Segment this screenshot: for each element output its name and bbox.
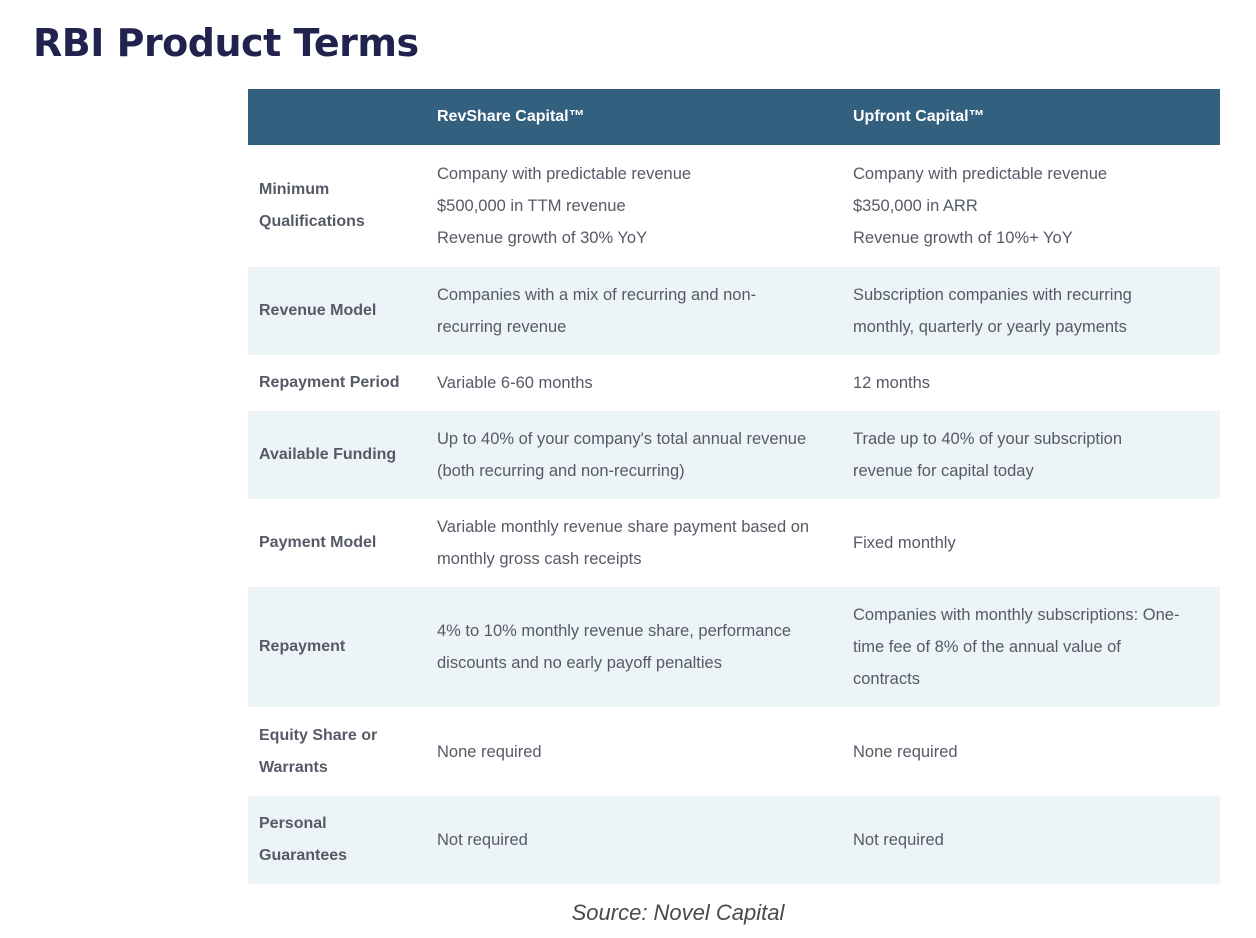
- row-label: Personal Guarantees: [259, 815, 348, 864]
- source-caption: Source: Novel Capital: [571, 900, 785, 925]
- upfront-cell: 12 months: [853, 374, 931, 392]
- upfront-cell: Trade up to 40% of your subscription revenue for capital today: [853, 430, 1123, 480]
- upfront-cell: [842, 145, 1220, 267]
- page-title: RBI Product Terms: [33, 21, 419, 65]
- upfront-cell: Fixed monthly: [853, 534, 956, 552]
- revshare-cell: Variable monthly revenue share payment based on monthly gross cash receipts: [437, 518, 810, 568]
- upfront-cell: Not required: [853, 831, 944, 849]
- header-upfront-capital: Upfront Capital™: [853, 108, 985, 125]
- table-row: [248, 355, 1220, 411]
- revshare-cell: None required: [437, 742, 542, 761]
- upfront-cell: Companies with monthly subscriptions: One-time fee of 8% of the annual value of contracts: [853, 606, 1180, 688]
- row-label: Available Funding: [259, 446, 397, 463]
- table-row: [248, 267, 1220, 355]
- table-row: [248, 587, 1220, 707]
- upfront-cell: Subscription companies with recurring monthly, quarterly or yearly payments: [853, 286, 1132, 336]
- upfront-cell: None required: [853, 742, 958, 761]
- table-row: [248, 411, 1220, 499]
- header-revshare-capital: RevShare Capital™: [437, 108, 585, 125]
- cell-line: $350,000 in ARR: [853, 197, 978, 215]
- cell-line: Revenue growth of 30% YoY: [437, 229, 648, 247]
- cell-line: Company with predictable revenue: [853, 165, 1108, 183]
- row-label: Minimum Qualifications: [259, 181, 365, 230]
- row-label: Repayment Period: [259, 374, 400, 391]
- product-terms-table: [248, 89, 1220, 884]
- revshare-cell: Up to 40% of your company's total annual revenue (both recurring and non-recurring): [437, 430, 807, 480]
- cell-line: Revenue growth of 10%+ YoY: [853, 229, 1073, 247]
- table-row: [248, 145, 1220, 267]
- header-label-column: [248, 89, 426, 145]
- revshare-cell: Companies with a mix of recurring and non-recurring revenue: [437, 286, 757, 336]
- revshare-cell: [426, 145, 842, 267]
- revshare-cell: Variable 6-60 months: [437, 374, 593, 392]
- row-label: Repayment: [259, 638, 346, 655]
- cell-line: $500,000 in TTM revenue: [437, 197, 626, 215]
- table-row: [248, 796, 1220, 884]
- table-row: [248, 499, 1220, 587]
- revshare-cell: 4% to 10% monthly revenue share, performance discounts and no early payoff penalties: [437, 622, 792, 672]
- row-label: Revenue Model: [259, 302, 377, 319]
- cell-line: Company with predictable revenue: [437, 165, 692, 183]
- table-header-row: [248, 89, 1220, 145]
- row-label: Equity Share or Warrants: [259, 726, 378, 776]
- row-label: Payment Model: [259, 534, 377, 551]
- revshare-cell: Not required: [437, 831, 528, 849]
- table-row: [248, 707, 1220, 796]
